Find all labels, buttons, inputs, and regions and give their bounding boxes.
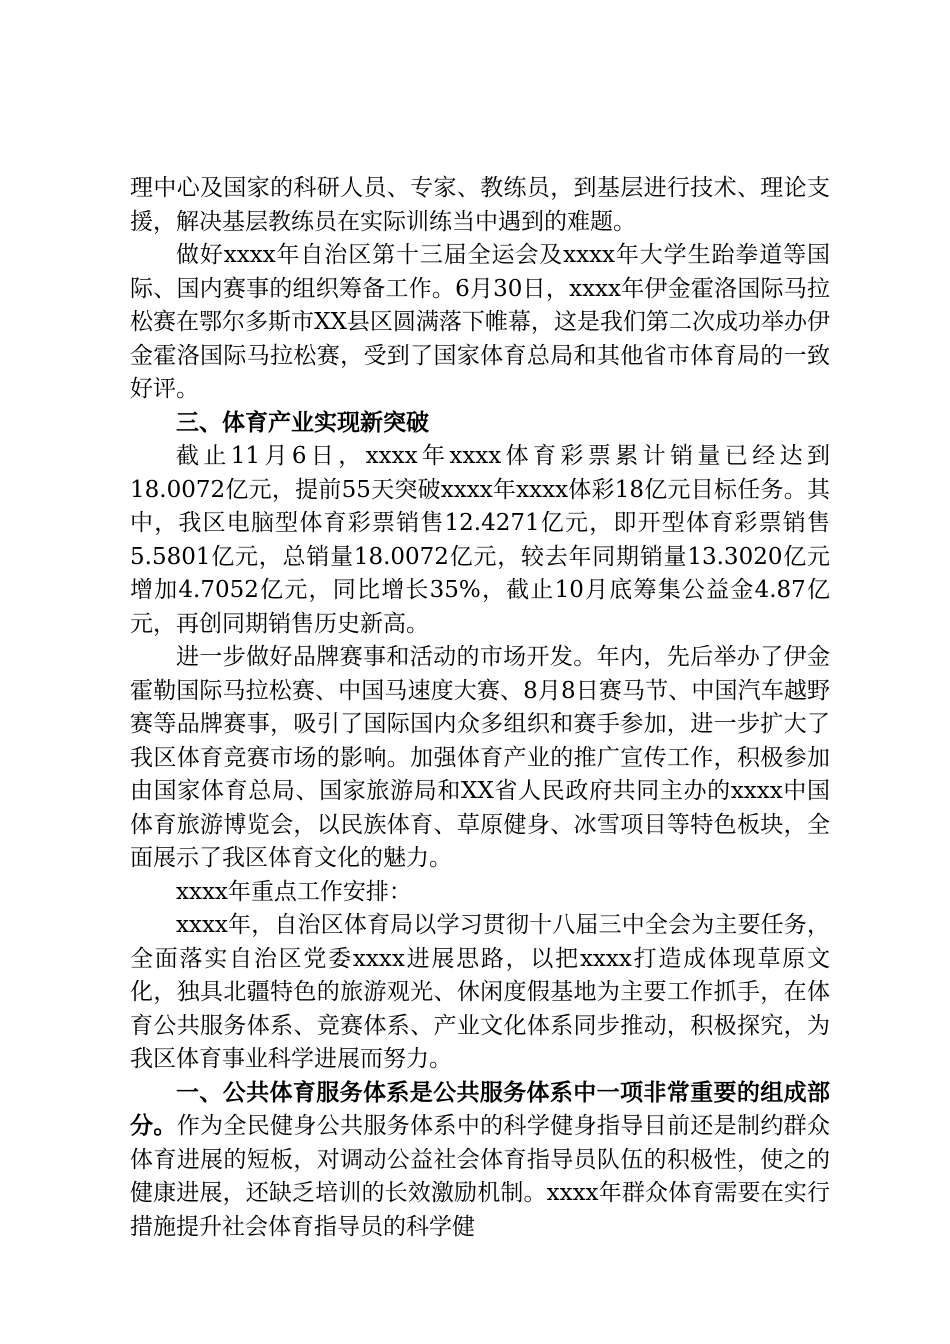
paragraph-continuation: 理中心及国家的科研人员、专家、教练员，到基层进行技术、理论支援，解决基层教练员在实际训练当中遇到的难题。 <box>130 175 830 235</box>
paragraph-events-preparation: 做好xxxx年自治区第十三届全运会及xxxx年大学生跆拳道等国际、国内赛事的组织筹备工作。6月30日，xxxx年伊金霍洛国际马拉松赛在鄂尔多斯市XX县区圆满落下帷幕，这是我们第二次成功举办伊金霍洛国际马拉松赛，受到了国家体育总局和其他省市体育局的一致好评。 <box>130 242 830 402</box>
paragraph-key-work-title: xxxx年重点工作安排： <box>176 878 412 905</box>
paragraph-bold-lead: 一、公共体育服务体系是公共服务体系中一项非常重要的组成部分。 <box>130 1079 830 1139</box>
document-page <box>130 172 830 1244</box>
paragraph-brand-events: 进一步做好品牌赛事和活动的市场开发。年内，先后举办了伊金霍勒国际马拉松赛、中国马速度大赛、8月8日赛马节、中国汽车越野赛等品牌赛事，吸引了国际国内众多组织和赛手参加，进一步扩大了我区体育竞赛市场的影响。加强体育产业的推广宣传工作，积极参加由国家体育总局、国家旅游局和XX省人民政府共同主办的xxxx中国体育旅游博览会，以民族体育、草原健身、冰雪项目等特色板块，全面展示了我区体育文化的魅力。 <box>130 644 830 871</box>
paragraph-key-work-plan: xxxx年，自治区体育局以学习贯彻十八届三中全会为主要任务，全面落实自治区党委xxxx进展思路，以把xxxx打造成体现草原文化，独具北疆特色的旅游观光、休闲度假基地为主要工作抓手，在体育公共服务体系、竞赛体系、产业文化体系同步推动，积极探究，为我区体育事业科学进展而努力。 <box>130 912 830 1072</box>
paragraph-public-service <box>130 1077 830 1245</box>
paragraph-body: 作为全民健身公共服务体系中的科学健身指导目前还是制约群众体育进展的短板，对调动公益社会体育指导员队伍的积极性，使之的健康进展，还缺乏培训的长效激励机制。xxxx年群众体育需要在实行措施提升社会体育指导员的科学健 <box>130 1113 831 1240</box>
paragraph-lottery-sales: 截止11月6日，xxxx年xxxx体育彩票累计销量已经达到18.0072亿元，提前55天突破xxxx年xxxx体彩18亿元目标任务。其中，我区电脑型体育彩票销售12.4271亿元，即开型体育彩票销售5.5801亿元，总销量18.0072亿元，较去年同期销量13.3020亿元增加4.7052亿元，同比增长35%，截止10月底筹集公益金4.87亿元，再创同期销售历史新高。 <box>130 443 830 637</box>
section-heading-sports-industry: 三、体育产业实现新突破 <box>176 409 429 436</box>
